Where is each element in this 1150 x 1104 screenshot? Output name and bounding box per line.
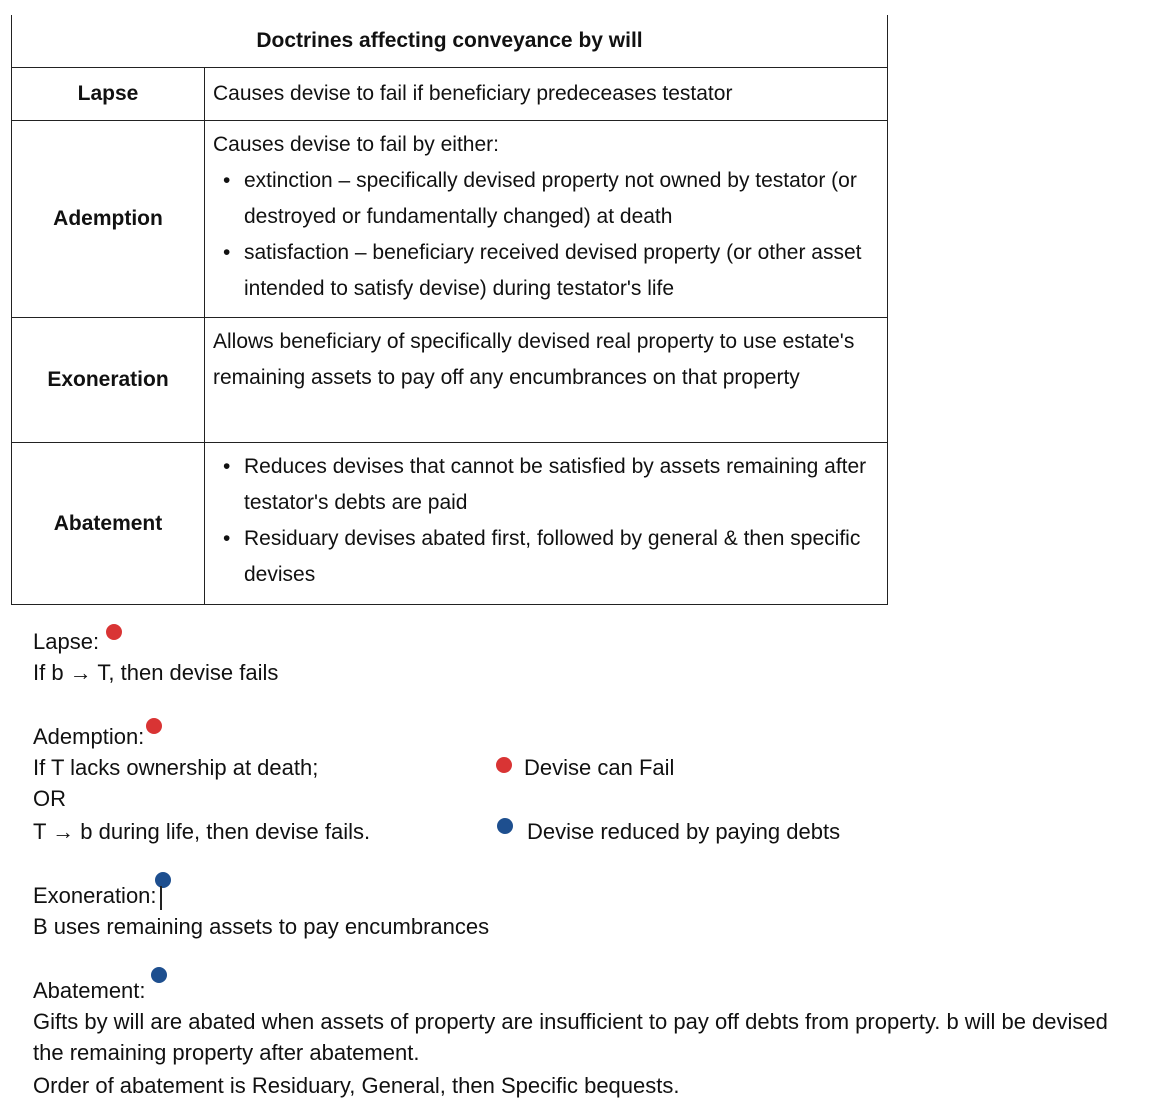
note-abatement-para2: Order of abatement is Residuary, General, then Specific bequests. [33,1073,680,1098]
legend-blue-dot-icon [497,818,513,834]
list-item: • Reduces devises that cannot be satisfied by assets remaining after testator's debts are paid [213,449,879,521]
note-exoneration-line: B uses remaining assets to pay encumbrances [33,914,490,939]
note-lapse-line: If b → T, then devise fails [33,660,279,685]
desc-ademption-intro: Causes devise to fail by either: [213,133,499,156]
term-ademption: Ademption [12,121,205,317]
desc-lapse: Causes devise to fail if beneficiary predeceases testator [213,82,733,105]
blue-dot-icon [151,967,167,983]
note-lapse-heading: Lapse: [33,629,100,654]
text-cursor [160,886,162,910]
table-row-exoneration [12,318,887,443]
note-ademption-line3: T → b during life, then devise fails. [33,819,371,844]
note-ademption-heading: Ademption: [33,724,145,749]
desc-ademption [205,121,887,317]
legend-blue-label: Devise reduced by paying debts [527,819,841,844]
list-item: • extinction – specifically devised property not owned by testator (or destroyed or fundamentally changed) at death [213,163,879,235]
desc-exoneration: Allows beneficiary of specifically devised real property to use estate's remaining assets to pay off any encumbrances on that property [213,330,855,389]
table-row-abatement [12,443,887,604]
blue-dot-icon [155,872,171,888]
list-item: • Residuary devises abated first, followed by general & then specific devises [213,521,879,593]
legend-red-label: Devise can Fail [524,755,675,780]
note-abatement-para1: Gifts by will are abated when assets of property are insufficient to pay off debts from property. b will be devised the remaining property after abatement. [33,1009,1108,1065]
term-lapse: Lapse [12,68,205,120]
note-abatement-heading: Abatement: [33,978,146,1003]
term-exoneration: Exoneration [12,318,205,442]
red-dot-icon [106,624,122,640]
note-ademption-line2: OR [33,786,66,811]
desc-ademption-list [213,163,879,307]
note-ademption-line1: If T lacks ownership at death; [33,755,319,780]
desc-abatement [205,443,887,604]
list-item: • satisfaction – beneficiary received devised property (or other asset intended to satisfy devise) during testator's life [213,235,879,307]
doctrines-table [11,15,888,605]
desc-abatement-list [213,449,879,593]
table-row-ademption [12,121,887,318]
term-abatement: Abatement [12,443,205,604]
table-row-lapse [12,68,887,121]
red-dot-icon [146,718,162,734]
legend-red-dot-icon [496,757,512,773]
table-title: Doctrines affecting conveyance by will [12,15,887,68]
note-exoneration-heading: Exoneration: [33,883,157,908]
